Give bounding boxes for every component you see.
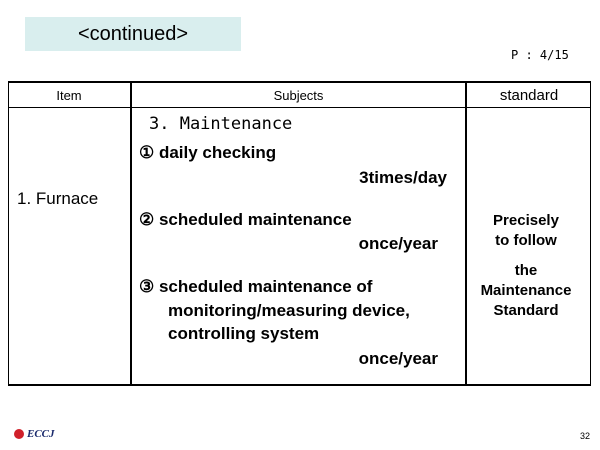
eccj-logo: [14, 428, 55, 440]
section-title: 3. Maintenance: [149, 114, 293, 134]
continued-banner: <continued>: [25, 17, 241, 51]
table-top-border: [8, 81, 591, 83]
standard-line-1: Precisely: [493, 212, 559, 229]
subject-daily-checking: ① daily checking: [139, 143, 277, 162]
standard-line-4: Maintenance: [480, 282, 572, 299]
table-bottom-border: [8, 384, 591, 386]
frequency-scheduled: once/year: [358, 234, 438, 253]
eccj-logo-text: ECCJ: [27, 428, 55, 440]
header-subjects: Subjects: [273, 88, 324, 103]
header-standard: standard: [499, 87, 559, 104]
page-indicator: P : 4/15: [511, 48, 569, 62]
standard-line-5: Standard: [493, 302, 559, 319]
left-border: [8, 81, 9, 386]
standard-line-3: the: [514, 262, 538, 279]
eccj-logo-mark-icon: [14, 429, 24, 439]
frequency-device: once/year: [358, 349, 438, 368]
standard-line-2: to follow: [495, 232, 557, 249]
subject-device-maintenance-line2: monitoring/measuring device,: [168, 301, 410, 320]
subject-device-maintenance-line3: controlling system: [168, 324, 320, 343]
right-border: [590, 81, 591, 386]
header-divider: [8, 107, 591, 108]
subject-scheduled-maintenance: ② scheduled maintenance: [139, 210, 352, 229]
slide-number: 32: [580, 431, 591, 441]
frequency-daily: 3times/day: [359, 168, 447, 187]
maintenance-table: [8, 81, 591, 386]
header-item: Item: [56, 88, 82, 103]
item-furnace: 1. Furnace: [17, 189, 99, 208]
subject-device-maintenance-line1: ③ scheduled maintenance of: [139, 277, 373, 296]
